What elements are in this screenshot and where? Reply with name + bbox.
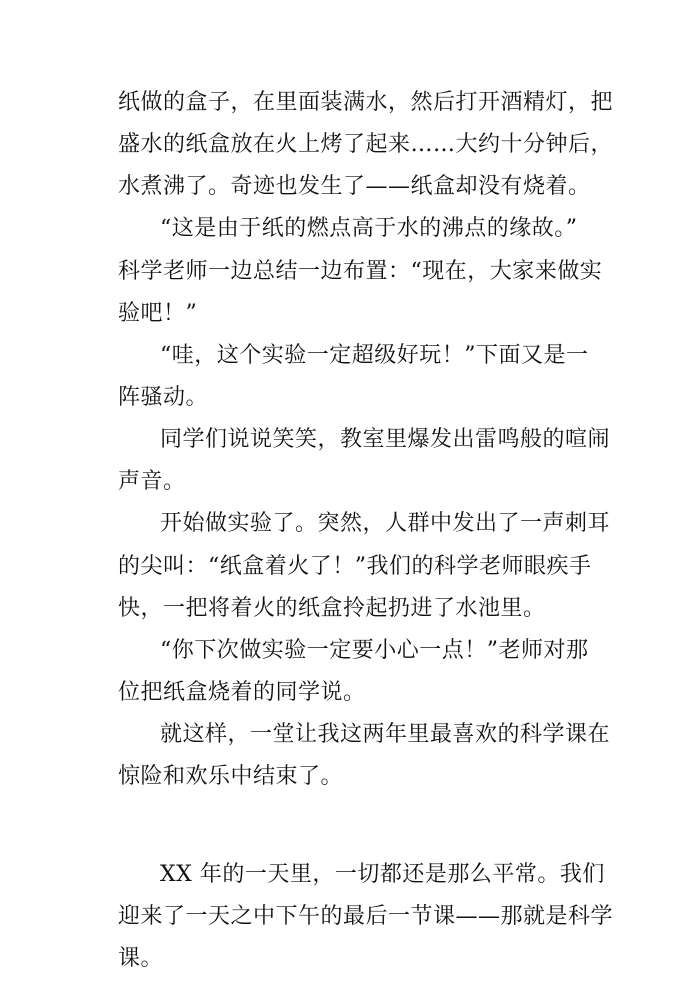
text-line: 惊险和欢乐中结束了。 <box>118 764 344 789</box>
text-line: 课。 <box>118 946 164 971</box>
text-line: 阵骚动。 <box>118 385 209 410</box>
text-line: 迎来了一天之中下午的最后一节课——那就是科学 <box>118 904 614 929</box>
text-line: 科学老师一边总结一边布置：“现在，大家来做实 <box>118 259 603 284</box>
text-line: XX 年的一天里，一切都还是那么平常。我们 <box>160 862 605 887</box>
text-line: 位把纸盒烧着的同学说。 <box>118 680 366 705</box>
text-line: “哇，这个实验一定超级好玩！”下面又是一 <box>160 343 589 368</box>
text-line: “这是由于纸的燃点高于水的沸点的缘故。” <box>160 216 578 241</box>
text-line: “你下次做实验一定要小心一点！”老师对那 <box>160 638 589 663</box>
text-line: 验吧！” <box>118 301 198 326</box>
text-line: 的尖叫：“纸盒着火了！”我们的科学老师眼疾手 <box>118 554 592 579</box>
text-line: 盛水的纸盒放在火上烤了起来……大约十分钟后， <box>118 132 614 157</box>
text-line: 就这样，一堂让我这两年里最喜欢的科学课在 <box>160 722 611 747</box>
text-line: 快，一把将着火的纸盒拎起扔进了水池里。 <box>118 596 546 621</box>
text-line: 声音。 <box>118 469 186 494</box>
text-line: 纸做的盒子，在里面装满水，然后打开酒精灯，把 <box>118 90 614 115</box>
text-line: 开始做实验了。突然，人群中发出了一声刺耳 <box>160 511 611 536</box>
text-line: 同学们说说笑笑，教室里爆发出雷鸣般的喧闹 <box>160 427 611 452</box>
text-line: 水煮沸了。奇迹也发生了——纸盒却没有烧着。 <box>118 174 591 199</box>
